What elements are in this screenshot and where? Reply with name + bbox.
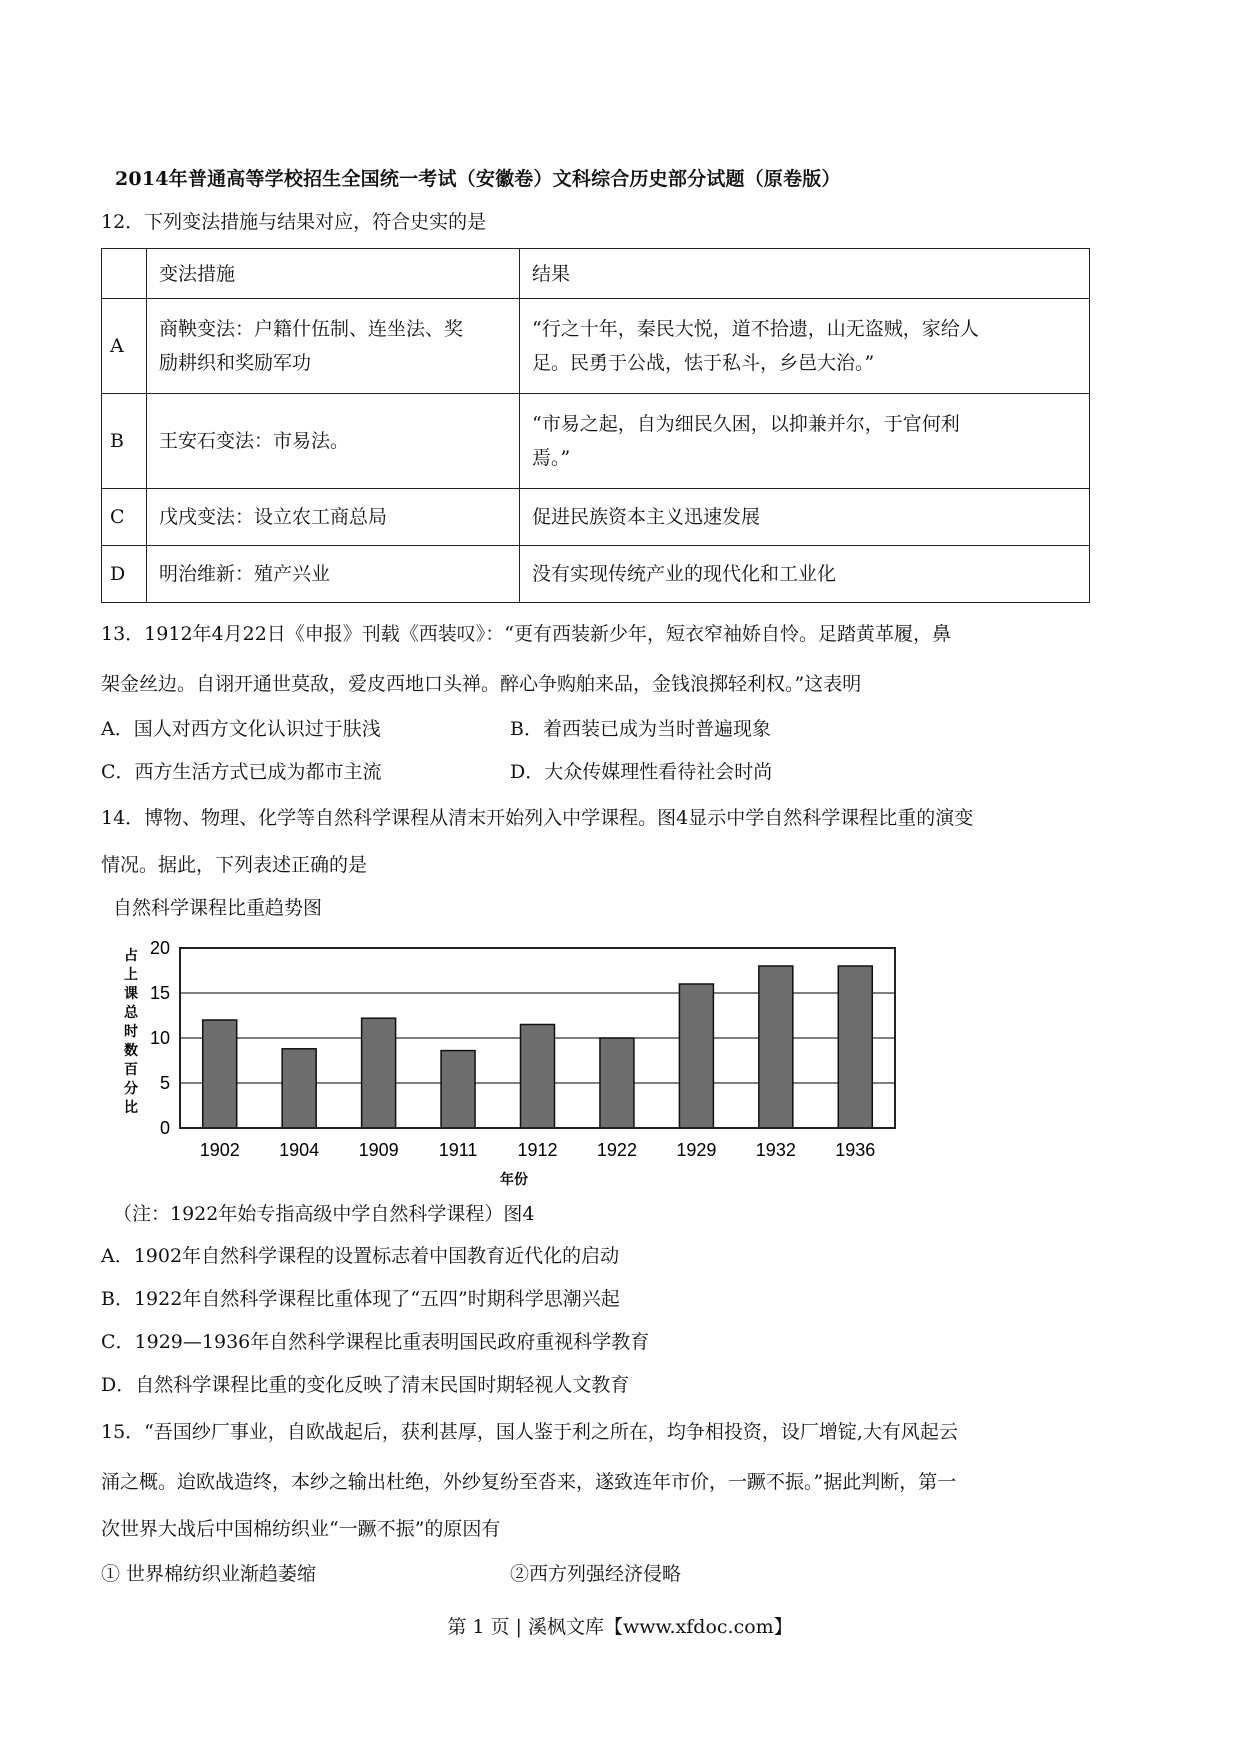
chart-note: （注：1922年始专指高级中学自然科学课程）图4: [113, 1203, 535, 1225]
x-tick-label: 1932: [755, 1140, 796, 1160]
y-axis-label-char: 占: [124, 947, 138, 963]
q13-option-c: C．西方生活方式已成为都市主流: [101, 761, 382, 783]
y-tick-label: 20: [149, 938, 170, 958]
x-tick-label: 1922: [596, 1140, 637, 1160]
table-header-result: 结果: [520, 249, 1090, 299]
q14-stem-line: 14．博物、物理、化学等自然科学课程从清末开始列入中学课程。图4显示中学自然科学课程比重的演变: [101, 807, 974, 829]
bar-1929: [679, 984, 713, 1128]
chart-yticks: [150, 938, 170, 1138]
row-letter: A: [102, 299, 147, 394]
row-measure: 明治维新：殖产兴业: [147, 546, 520, 603]
paper-title: 2014年普通高等学校招生全国统一考试（安徽卷）文科综合历史部分试题（原卷版）: [115, 168, 841, 190]
q13-option-d: D．大众传媒理性看待社会时尚: [510, 761, 773, 783]
q12-table: [101, 248, 1090, 603]
table-row: [102, 394, 1090, 489]
row-measure-line: 王安石变法：市易法。: [159, 430, 350, 452]
bar-1909: [362, 1018, 396, 1128]
y-axis-label-char: 数: [124, 1042, 138, 1058]
page-footer: [0, 1612, 1240, 1639]
q14-option-b: B．1922年自然科学课程比重体现了“五四”时期科学思潮兴起: [101, 1288, 620, 1310]
q13-option-a: A．国人对西方文化认识过于肤浅: [101, 718, 381, 740]
bar-1922: [600, 1038, 634, 1128]
table-row: [102, 299, 1090, 394]
row-measure-line: 励耕织和奖励军功: [159, 352, 312, 374]
q15-option-2: ②西方列强经济侵略: [510, 1563, 682, 1585]
chart-title: 自然科学课程比重趋势图: [113, 897, 323, 919]
q14-option-a: A．1902年自然科学课程的设置标志着中国教育近代化的启动: [101, 1245, 620, 1267]
q15-stem-line: 次世界大战后中国棉纺织业“一蹶不振”的原因有: [101, 1518, 501, 1540]
row-letter: D: [102, 546, 147, 603]
q15-stem-line: 15．“吾国纱厂事业，自欧战起后，获利甚厚，国人鉴于利之所在，均争相投资，设厂增锭,大有风起云: [101, 1421, 958, 1443]
chart-bars: [203, 966, 873, 1128]
bar-1912: [521, 1025, 555, 1129]
row-result: 促进民族资本主义迅速发展: [520, 489, 1090, 546]
bar-chart-svg: [110, 930, 910, 1190]
bar-chart: [110, 930, 910, 1190]
row-measure-line: 商鞅变法：户籍什伍制、连坐法、奖: [159, 318, 464, 340]
table-row: [102, 546, 1090, 603]
row-measure: [147, 394, 520, 489]
q14-stem-line: 情况。据此，下列表述正确的是: [101, 854, 368, 876]
x-tick-label: 1902: [199, 1140, 240, 1160]
y-axis-label-char: 上: [124, 966, 138, 982]
q14-option-d: D．自然科学课程比重的变化反映了清末民国时期轻视人文教育: [101, 1374, 630, 1396]
x-tick-label: 1929: [676, 1140, 717, 1160]
chart-xticks: [200, 1140, 876, 1160]
row-letter: B: [102, 394, 147, 489]
y-axis-label-char: 时: [124, 1023, 138, 1039]
y-axis-label: [124, 947, 139, 1115]
y-tick-label: 0: [159, 1118, 170, 1138]
bar-1902: [203, 1020, 237, 1128]
q13-option-b: B．着西装已成为当时普遍现象: [510, 718, 771, 740]
row-result: [520, 299, 1090, 394]
row-result-line: “行之十年，秦民大悦，道不拾遗，山无盗贼，家给人: [532, 318, 979, 340]
table-header-row: [102, 249, 1090, 299]
row-result-line: 足。民勇于公战，怯于私斗，乡邑大治。”: [532, 352, 875, 374]
q15-option-1: ① 世界棉纺织业渐趋萎缩: [101, 1563, 317, 1585]
x-tick-label: 1912: [517, 1140, 558, 1160]
y-tick-label: 5: [159, 1073, 170, 1093]
q13-stem-line: 13．1912年4月22日《申报》刊载《西装叹》：“更有西装新少年，短衣窄袖娇自怜。足踏黄革履，鼻: [101, 623, 952, 645]
bar-1904: [282, 1049, 316, 1128]
x-tick-label: 1909: [358, 1140, 399, 1160]
x-tick-label: 1911: [438, 1140, 478, 1160]
y-tick-label: 10: [149, 1028, 170, 1048]
bar-1911: [441, 1051, 475, 1128]
y-axis-label-char: 课: [124, 985, 138, 1001]
row-result: [520, 394, 1090, 489]
q14-option-c: C．1929—1936年自然科学课程比重表明国民政府重视科学教育: [101, 1331, 650, 1353]
bar-1932: [759, 966, 793, 1128]
y-tick-label: 15: [149, 983, 170, 1003]
footer-text: 第 1 页 | 溪枫文库【www.xfdoc.com】: [447, 1616, 793, 1638]
row-result-line: 焉。”: [532, 447, 571, 469]
table-header-cell: [102, 249, 147, 299]
q12-stem: 12．下列变法措施与结果对应，符合史实的是: [101, 211, 487, 233]
y-axis-label-char: 百: [124, 1061, 138, 1077]
row-measure: 戊戌变法：设立农工商总局: [147, 489, 520, 546]
x-tick-label: 1936: [835, 1140, 876, 1160]
row-result: 没有实现传统产业的现代化和工业化: [520, 546, 1090, 603]
table-row: [102, 489, 1090, 546]
bar-1936: [838, 966, 872, 1128]
row-result-line: “市易之起，自为细民久困，以抑兼并尔，于官何利: [532, 413, 960, 435]
x-axis-label: 年份: [500, 1171, 528, 1187]
table-header-measure: 变法措施: [147, 249, 520, 299]
y-axis-label-char: 比: [124, 1099, 138, 1115]
y-axis-label-char: 分: [124, 1080, 138, 1096]
row-measure: [147, 299, 520, 394]
q13-stem-line: 架金丝边。自诩开通世莫敌，爱皮西地口头禅。醉心争购舶来品，金钱浪掷轻利权。”这表明: [101, 673, 862, 695]
x-tick-label: 1904: [279, 1140, 320, 1160]
row-letter: C: [102, 489, 147, 546]
q15-stem-line: 涌之概。迨欧战造终，本纱之输出杜绝，外纱复纷至沓来，遂致连年市价，一蹶不振。”据此判断，第一: [101, 1471, 957, 1493]
y-axis-label-char: 总: [124, 1004, 138, 1020]
